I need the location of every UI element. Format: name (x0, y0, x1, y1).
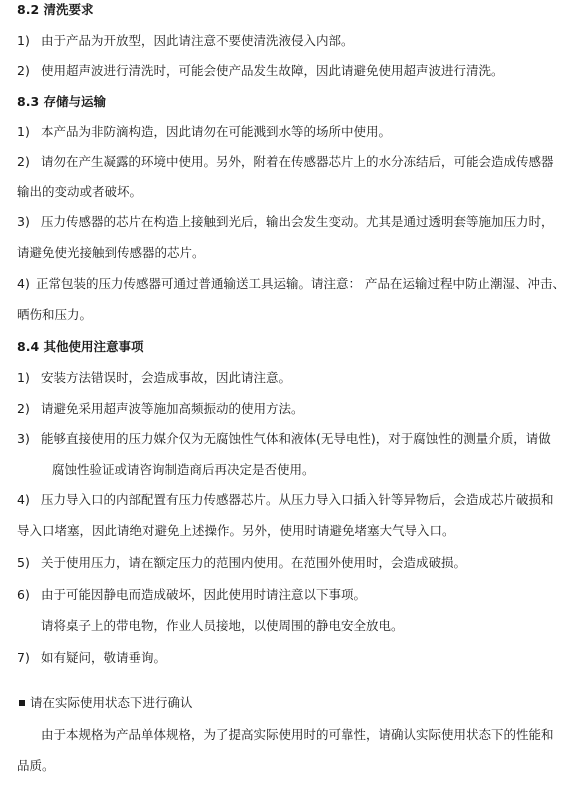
item-number: 2) (17, 154, 30, 169)
item-text-continued: 请避免使光接触到传感器的芯片。 (17, 245, 205, 260)
item-text: 请避免采用超声波等施加高频振动的使用方法。 (41, 401, 304, 416)
section-title-8-4: 8.4 其他使用注意事项 (17, 339, 144, 354)
item-text: 由于产品为开放型，因此请注意不要使清洗液侵入内部。 (41, 33, 354, 48)
item-text-continued: 请将桌子上的带电物，作业人员接地，以使周围的静电安全放电。 (41, 618, 404, 633)
item-number: 2) (17, 63, 30, 78)
item-text: 本产品为非防滴构造，因此请勿在可能溅到水等的场所中使用。 (41, 124, 392, 139)
item-text: 使用超声波进行清洗时，可能会使产品发生故障，因此请避免使用超声波进行清洗。 (41, 63, 504, 78)
item-text: 由于可能因静电而造成破坏，因此使用时请注意以下事项。 (41, 587, 367, 602)
item-text: 压力导入口的内部配置有压力传感器芯片。从压力导入口插入针等异物后，会造成芯片破损和 (41, 492, 554, 507)
item-text: 压力传感器的芯片在构造上接触到光后，输出会发生变动。尤其是通过透明套等施加压力时， (41, 214, 554, 229)
item-number: 3) (17, 431, 30, 446)
item-number: 2) (17, 401, 30, 416)
item-text: 安装方法错误时，会造成事故，因此请注意。 (41, 370, 292, 385)
item-text-continued: 腐蚀性验证或请咨询制造商后再决定是否使用。 (52, 462, 315, 477)
confirm-text-continued: 品质。 (17, 758, 55, 773)
item-text: 关于使用压力，请在额定压力的范围内使用。在范围外使用时，会造成破损。 (41, 555, 467, 570)
item-text: 正常包装的压力传感器可通过普通输送工具运输。请注意： 产品在运输过程中防止潮湿、冲击、 (36, 276, 565, 291)
item-number: 7) (17, 650, 30, 665)
item-text: 能够直接使用的压力媒介仅为无腐蚀性气体和液体(无导电性)，对于腐蚀性的测量介质，请做 (41, 431, 551, 446)
item-number: 5) (17, 555, 30, 570)
item-number: 1) (17, 370, 30, 385)
section-title-8-2: 8.2 清洗要求 (17, 2, 94, 17)
item-text-continued: 导入口堵塞，因此请绝对避免上述操作。另外，使用时请避免堵塞大气导入口。 (17, 523, 455, 538)
item-number: 3) (17, 214, 30, 229)
item-number: 4) (17, 492, 30, 507)
confirm-title: 请在实际使用状态下进行确认 (30, 695, 193, 710)
item-number: 1) (17, 124, 30, 139)
item-number: 4) (17, 276, 30, 291)
confirm-text: 由于本规格为产品单体规格，为了提高实际使用时的可靠性，请确认实际使用状态下的性能和 (41, 727, 554, 742)
square-bullet-icon (19, 700, 25, 706)
item-text-continued: 晒伤和压力。 (17, 307, 93, 322)
item-text: 请勿在产生凝露的环境中使用。另外，附着在传感器芯片上的水分冻结后，可能会造成传感器 (41, 154, 554, 169)
item-text: 如有疑问，敬请垂询。 (41, 650, 167, 665)
item-number: 6) (17, 587, 30, 602)
item-text-continued: 输出的变动或者破坏。 (17, 184, 143, 199)
item-number: 1) (17, 33, 30, 48)
section-title-8-3: 8.3 存储与运输 (17, 94, 106, 109)
